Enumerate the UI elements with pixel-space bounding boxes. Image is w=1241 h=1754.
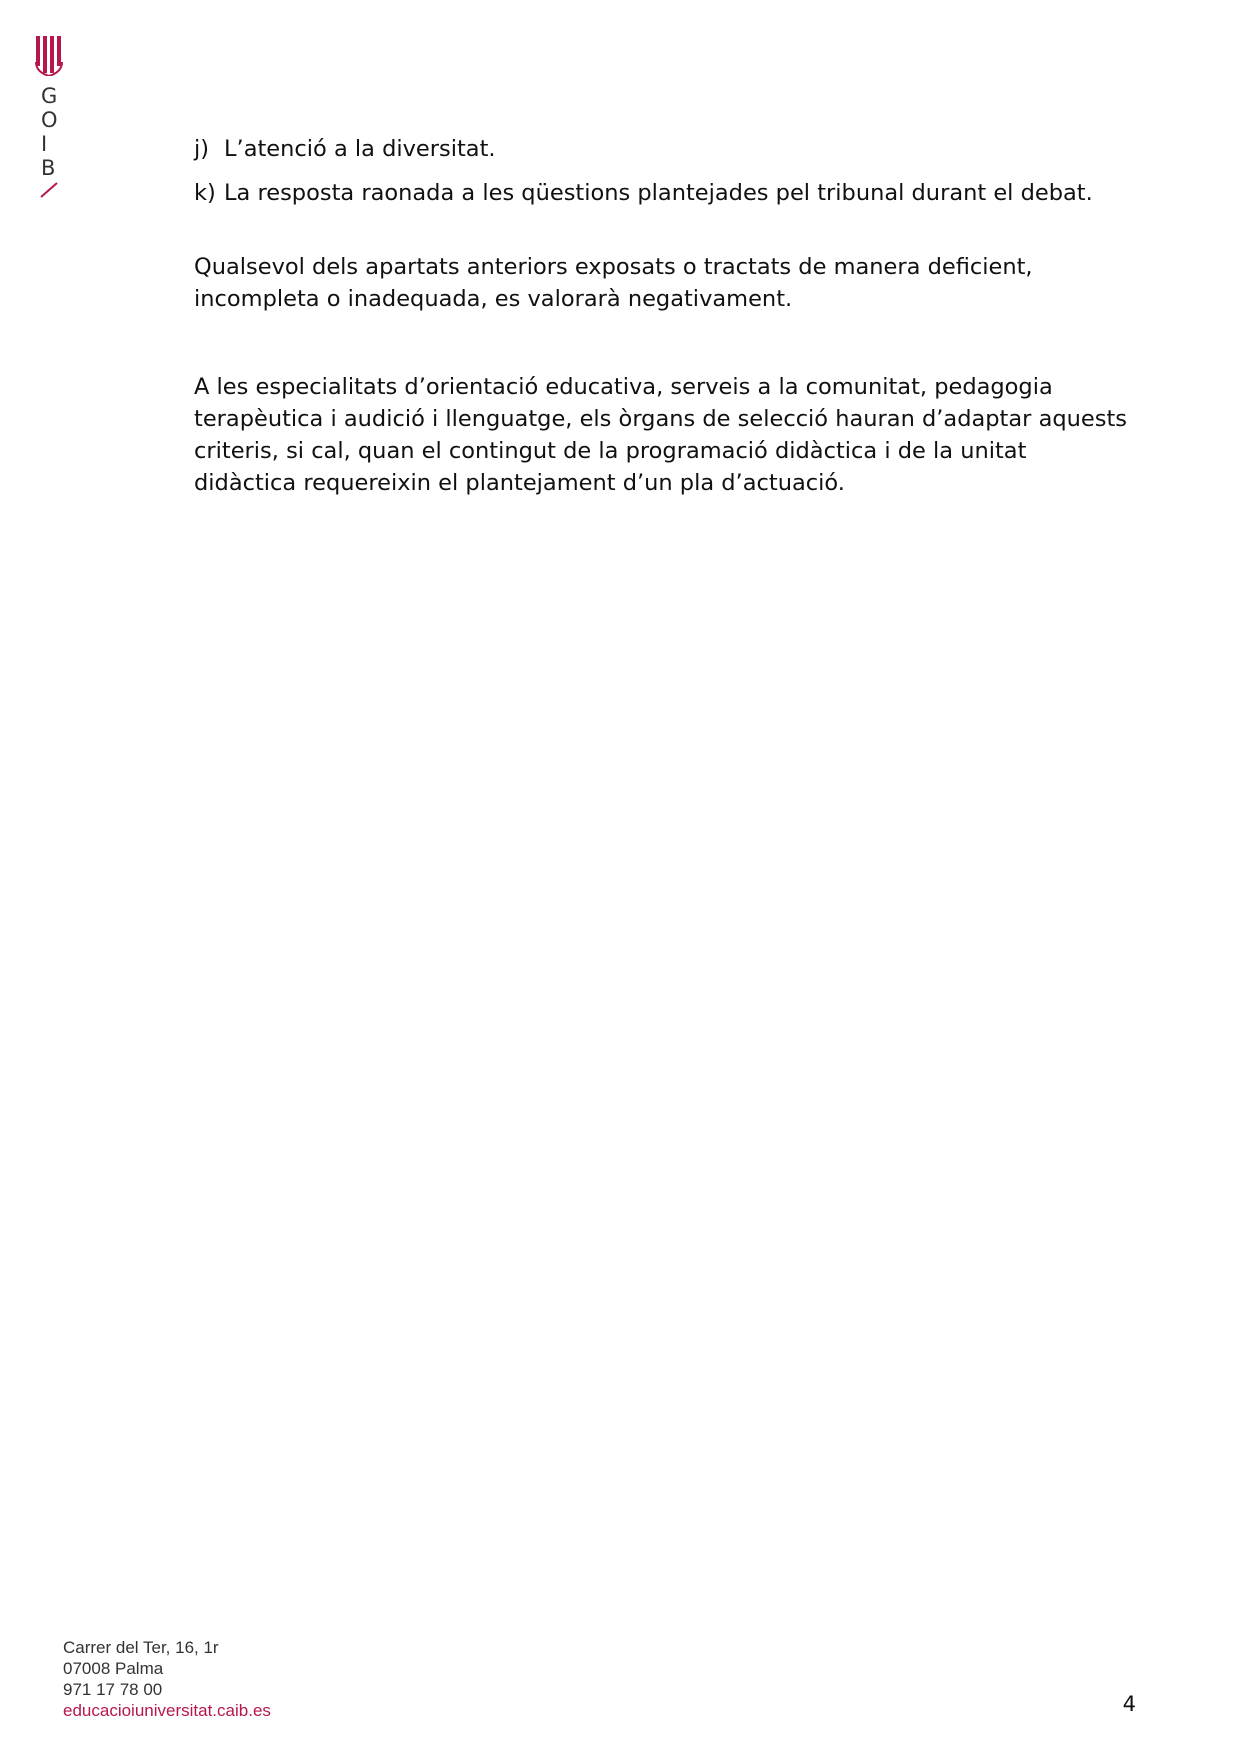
logo-slash-icon [40,182,58,198]
footer-address-line: Carrer del Ter, 16, 1r [63,1638,219,1657]
goib-logo-letters [41,84,74,180]
goib-logo [34,36,74,198]
goib-emblem-icon [34,36,64,76]
paragraph: Qualsevol dels apartats anteriors exposats o tractats de manera deficient, incompleta o inadequada, es valorarà negativament. [194,254,1033,312]
footer-phone: 971 17 78 00 [63,1680,163,1699]
list-item-text: La resposta raonada a les qüestions plantejades pel tribunal durant el debat. [224,180,1093,206]
logo-letter: I [41,132,48,156]
logo-letter: B [41,156,56,180]
list-marker: k) [194,180,216,206]
page-number: 4 [1122,1692,1136,1716]
logo-letter: G [41,84,58,108]
list-item-text: L’atenció a la diversitat. [224,136,496,162]
paragraph: A les especialitats d’orientació educativa, serveis a la comunitat, pedagogia terapèutica i audició i llenguatge, els òrgans de selecció hauran d’adaptar aquests criteris, si cal, quan el contingut de la programació didàctica i de la unitat didàctica requereixin el plantejament d’un pla d’actuació. [194,374,1128,496]
list-item [194,177,1134,209]
list-marker: j) [194,136,210,162]
logo-letter: O [41,108,58,132]
footer-website-link[interactable]: educacioiuniversitat.caib.es [63,1701,271,1720]
document-body [194,133,1134,499]
footer-contact [63,1637,271,1721]
list-item [194,133,1134,165]
footer-address-line: 07008 Palma [63,1659,164,1678]
